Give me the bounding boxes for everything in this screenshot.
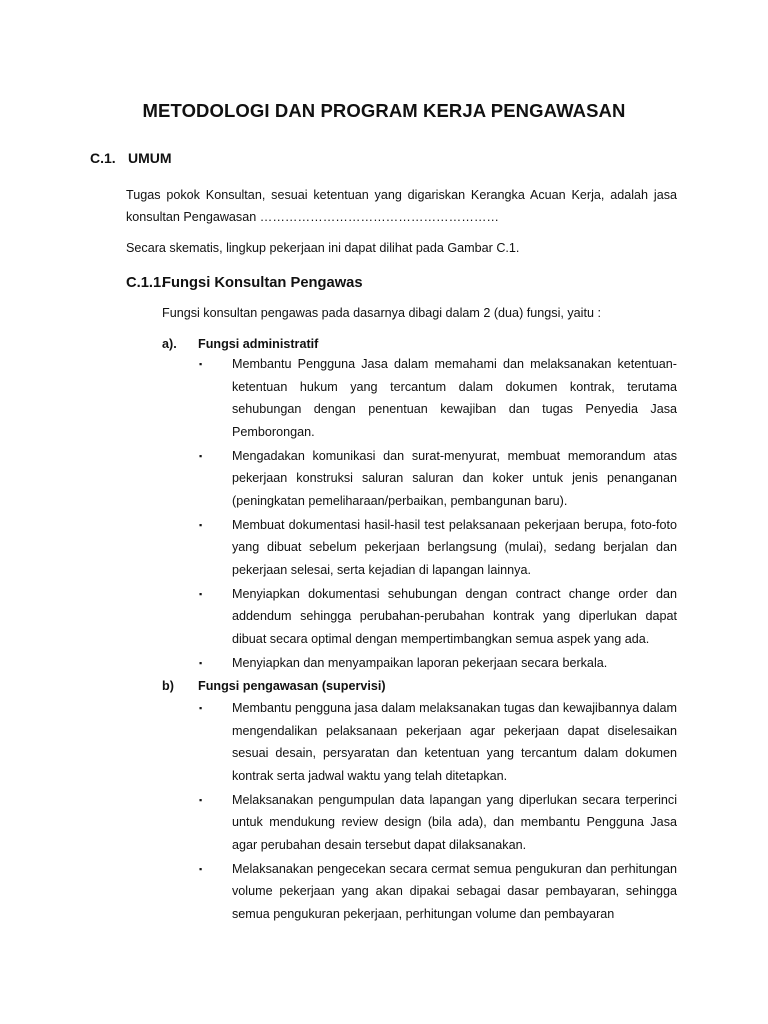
bullet-icon: ▪ (199, 450, 203, 461)
list-item-text: Menyiapkan dan menyampaikan laporan pekerjaan secara berkala. (232, 655, 608, 670)
bullet-list-administratif (198, 353, 677, 676)
list-item (198, 789, 677, 857)
list-item (198, 514, 677, 582)
list-item (198, 353, 677, 443)
bullet-icon: ▪ (199, 863, 203, 874)
bullet-icon: ▪ (199, 794, 203, 805)
document-title: METODOLOGI DAN PROGRAM KERJA PENGAWASAN (142, 100, 626, 121)
list-item (198, 583, 677, 651)
subsection-number: C.1.1. (126, 275, 166, 291)
list-item-text: Melaksanakan pengecekan secara cermat semua pengukuran dan perhitungan volume pekerjaan yang akan dipakai sebagai dasar pembayaran, sehingga semua pengukuran pekerjaan, perhitungan volume dan pembayaran (232, 861, 677, 921)
list-item-text: Mengadakan komunikasi dan surat-menyurat, membuat memorandum atas pekerjaan konstruksi saluran saluran dan koker untuk jenis penanganan (peningkatan pemeliharaan/perbaikan, pembangunan baru). (232, 448, 677, 508)
paragraph-skematis: Secara skematis, lingkup pekerjaan ini dapat dilihat pada Gambar C.1. (126, 241, 520, 255)
group-title: Fungsi pengawasan (supervisi) (198, 679, 386, 693)
group-heading-administratif (162, 337, 318, 351)
group-marker: a). (162, 337, 177, 351)
bullet-list-pengawasan (198, 697, 677, 927)
section-number: C.1. (90, 150, 116, 166)
list-item-text: Membuat dokumentasi hasil-hasil test pelaksanaan pekerjaan berupa, foto-foto yang dibuat sebelum pekerjaan berlangsung (mulai), sedang berjalan dan pekerjaan selesai, serta kejadian di lapangan lainnya. (232, 517, 677, 577)
subsection-intro: Fungsi konsultan pengawas pada dasarnya dibagi dalam 2 (dua) fungsi, yaitu : (162, 306, 601, 320)
group-title: Fungsi administratif (198, 337, 319, 351)
bullet-icon: ▪ (199, 359, 203, 369)
list-item (198, 445, 677, 513)
list-item (198, 652, 677, 675)
group-heading-pengawasan (162, 679, 386, 693)
list-item-text: Menyiapkan dokumentasi sehubungan dengan contract change order dan addendum sehingga perubahan-perubahan kontrak yang diperlukan dapat dibuat secara optimal dengan mempertimbangkan semua aspek yang ada. (232, 586, 677, 646)
paragraph-tugas-pokok: Tugas pokok Konsultan, sesuai ketentuan yang digariskan Kerangka Acuan Kerja, adalah jasa konsultan Pengawasan ………………………………………………… (126, 188, 677, 224)
group-marker: b) (162, 679, 174, 693)
list-item-text: Membantu pengguna jasa dalam melaksanakan tugas dan kewajibannya dalam mengendalikan pelaksanaan pekerjaan agar pekerjaan dapat diselesaikan sesuai desain, persyaratan dan ketentuan yang tercantum dalam dokumen kontrak serta jadwal waktu yang telah ditetapkan. (232, 701, 677, 783)
bullet-icon: ▪ (199, 588, 203, 599)
list-item (198, 697, 677, 787)
bullet-icon: ▪ (199, 657, 203, 668)
bullet-icon: ▪ (199, 519, 203, 530)
list-item (198, 858, 677, 926)
subsection-heading (126, 275, 363, 291)
section-heading (90, 150, 172, 166)
list-item-text: Melaksanakan pengumpulan data lapangan yang diperlukan secara terperinci untuk mendukung review design (bila ada), dan membantu Pengguna Jasa agar perubahan desain tersebut dapat dilaksanakan. (232, 792, 677, 852)
list-item-text: Membantu Pengguna Jasa dalam memahami dan melaksanakan ketentuan-ketentuan hukum yang tercantum dalam dokumen kontrak, terutama sehubungan dengan penentuan kewajiban dan tugas Penyedia Jasa Pemborongan. (232, 357, 677, 439)
subsection-title: Fungsi Konsultan Pengawas (162, 275, 363, 291)
bullet-icon: ▪ (199, 703, 203, 713)
section-title: UMUM (128, 150, 172, 166)
